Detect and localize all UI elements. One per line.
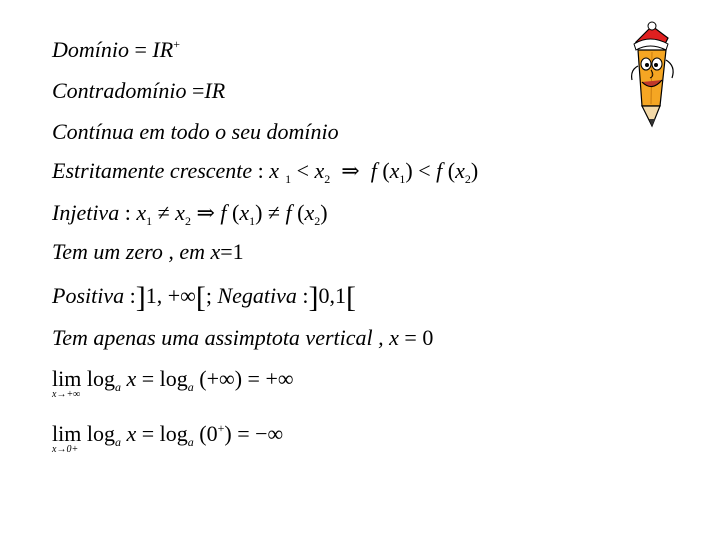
limit-plus-infinity: lim x→+∞ $\log_a x = \log_a$ (+∞) = +∞ [52,366,294,400]
sub-2: 2 [324,172,331,186]
var-x: x [314,158,325,183]
domain-line [52,38,180,61]
pencil-mascot-icon [622,20,684,132]
func-f: f [220,200,227,225]
var-x: x [175,200,185,225]
lim2-arg-sup: + [217,421,225,435]
var-x: x [210,239,221,264]
bracket-close: [ [195,281,206,314]
sub-1: 1 [146,214,153,228]
bracket-open: ] [308,281,319,314]
equals-sign: = [191,78,205,103]
var-x: x [389,158,400,183]
negative-interval: 0,1 [318,283,347,308]
lim-operator [52,366,82,400]
bracket-close: [ [346,281,357,314]
domain-label: Domínio [52,37,129,62]
sub-1: 1 [399,172,406,186]
negative-label: Negativa [217,283,297,308]
zero-value: 1 [232,239,244,264]
injective-label: Injetiva [52,200,120,225]
zero-text: Tem um zero , em [52,239,205,264]
asymptote-line: Tem apenas uma assimptota vertical , x = 0 [52,325,434,350]
log-base: a [187,380,194,394]
sub-2: 2 [464,172,471,186]
limit-zero-plus: lim x→0+ $\log_a x = \log_a (0^+)$ = −∞ [52,421,284,455]
lim-subscript: x→0+ [52,444,79,455]
log-text: log [86,421,115,446]
injective-line: Injetiva : $x_1 \ne x_2$ ⇒ f $(x_1) \ne f$ $(x_2)$ [52,200,328,228]
sub-2: 2 [314,214,321,228]
lim-text: lim [52,421,82,446]
lim1-result: +∞ [265,366,294,391]
codomain-value: IR [204,78,226,103]
strict-label: Estritamente crescente [52,158,253,183]
continuity-line: Contínua em todo o seu domínio [52,119,339,144]
var-x: x [269,158,280,183]
lim-text: lim [52,366,82,391]
log-text: log [159,421,188,446]
lim-subscript: x→+∞ [52,389,81,400]
codomain-line [52,80,225,102]
positive-label: Positiva [52,283,125,308]
sign-line: Positiva :]1, +∞[; Negativa :]0,1[ [52,281,357,314]
func-f: f [370,158,377,183]
log-base: a [114,435,121,449]
var-x: x [389,325,399,350]
codomain-label: Contradomínio [52,78,187,103]
sub-2: 2 [184,214,191,228]
var-x: x [304,200,315,225]
bracket-open: ] [135,281,146,314]
asymptote-text: Tem apenas uma assimptota vertical , [52,325,384,350]
lim1-arg: (+∞) [199,366,243,391]
lim2-result: −∞ [255,421,284,446]
lim-operator [52,421,82,455]
var-x: x [136,200,147,225]
log-text: log [159,366,188,391]
var-x: x [126,421,137,446]
func-f: f [285,200,292,225]
strictly-increasing-line: Estritamente crescente : x $_1 < x_2$ ⇒ f $(x_1) < f$ $(x_2)$ [52,158,479,186]
zero-line: Tem um zero , em x=1 [52,239,244,264]
sub-1: 1 [249,214,256,228]
log-base: a [114,380,121,394]
asymptote-value: 0 [422,325,434,350]
lim2-arg-base: (0 [199,421,218,446]
log-base: a [187,435,194,449]
equals-sign: = [134,37,147,62]
func-f: f [436,158,443,183]
domain-sup: + [173,37,180,51]
sub-1: 1 [285,172,292,186]
positive-interval: 1, +∞ [145,283,196,308]
domain-value: IR [152,37,174,62]
var-x: x [455,158,465,183]
log-text: log [86,366,115,391]
var-x: x [239,200,250,225]
var-x: x [126,366,137,391]
